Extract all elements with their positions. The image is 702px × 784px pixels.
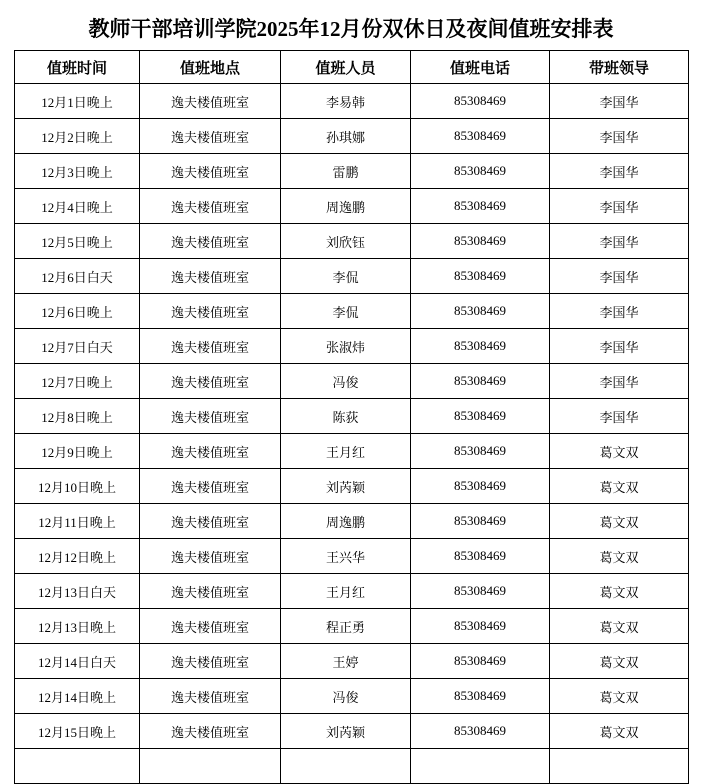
table-cell: 李侃 [281,259,411,294]
table-cell: 12月9日晚上 [15,434,140,469]
table-cell: 逸夫楼值班室 [140,644,281,679]
table-row [15,644,689,679]
table-cell: 葛文双 [550,679,689,714]
table-row [15,84,689,119]
table-cell: 刘芮颖 [281,469,411,504]
table-cell: 12月10日晚上 [15,469,140,504]
table-cell: 85308469 [411,364,550,399]
table-cell: 葛文双 [550,539,689,574]
table-cell: 85308469 [411,434,550,469]
table-cell [140,749,281,784]
table-cell: 逸夫楼值班室 [140,469,281,504]
table-row [15,399,689,434]
column-header-duty-location: 值班地点 [140,51,281,84]
table-row [15,154,689,189]
table-cell: 85308469 [411,154,550,189]
page-title: 教师干部培训学院2025年12月份双休日及夜间值班安排表 [88,17,614,41]
table-cell: 程正勇 [281,609,411,644]
table-cell: 逸夫楼值班室 [140,434,281,469]
table-cell: 逸夫楼值班室 [140,364,281,399]
table-cell: 葛文双 [550,434,689,469]
table-cell: 李国华 [550,189,689,224]
table-cell: 逸夫楼值班室 [140,119,281,154]
table-cell: 李国华 [550,294,689,329]
table-cell: 王月红 [281,434,411,469]
table-cell: 85308469 [411,259,550,294]
table-cell: 李国华 [550,329,689,364]
table-cell: 周逸鹏 [281,504,411,539]
table-cell: 李国华 [550,259,689,294]
table-cell: 85308469 [411,329,550,364]
table-cell: 李国华 [550,84,689,119]
table-cell: 12月2日晚上 [15,119,140,154]
table-cell: 12月12日晚上 [15,539,140,574]
table-cell: 85308469 [411,119,550,154]
table-cell: 85308469 [411,644,550,679]
table-row [15,539,689,574]
table-header [15,51,689,84]
table-cell: 12月11日晚上 [15,504,140,539]
table-cell: 12月6日白天 [15,259,140,294]
table-cell: 85308469 [411,84,550,119]
table-cell: 12月1日晚上 [15,84,140,119]
table-cell: 李国华 [550,224,689,259]
table-row [15,119,689,154]
column-header-duty-time: 值班时间 [15,51,140,84]
table-cell: 逸夫楼值班室 [140,189,281,224]
table-row [15,749,689,784]
table-cell: 85308469 [411,574,550,609]
table-cell: 逸夫楼值班室 [140,294,281,329]
table-cell: 王婷 [281,644,411,679]
table-cell: 12月7日白天 [15,329,140,364]
table-cell: 12月13日白天 [15,574,140,609]
table-cell: 12月4日晚上 [15,189,140,224]
table-cell: 85308469 [411,714,550,749]
table-cell: 葛文双 [550,609,689,644]
table-cell: 陈荻 [281,399,411,434]
table-cell: 葛文双 [550,644,689,679]
table-row [15,294,689,329]
table-cell: 12月13日晚上 [15,609,140,644]
table-cell [15,749,140,784]
table-cell: 85308469 [411,679,550,714]
table-cell: 85308469 [411,539,550,574]
table-cell: 王兴华 [281,539,411,574]
table-row [15,504,689,539]
table-header-row [15,51,689,84]
column-header-leader: 带班领导 [550,51,689,84]
table-cell [281,749,411,784]
table-cell: 刘欣钰 [281,224,411,259]
duty-schedule-table [14,50,689,784]
table-cell: 李国华 [550,119,689,154]
table-cell: 逸夫楼值班室 [140,539,281,574]
table-cell: 12月15日晚上 [15,714,140,749]
table-row [15,189,689,224]
table-row [15,364,689,399]
table-cell: 12月8日晚上 [15,399,140,434]
table-cell: 85308469 [411,609,550,644]
table-cell: 葛文双 [550,714,689,749]
table-cell: 逸夫楼值班室 [140,259,281,294]
table-cell: 逸夫楼值班室 [140,574,281,609]
table-row [15,469,689,504]
table-row [15,714,689,749]
table-cell: 85308469 [411,294,550,329]
table-row [15,259,689,294]
table-cell: 逸夫楼值班室 [140,714,281,749]
table-cell: 12月3日晚上 [15,154,140,189]
table-cell: 85308469 [411,399,550,434]
table-cell: 李国华 [550,399,689,434]
table-cell: 葛文双 [550,469,689,504]
table-cell: 葛文双 [550,574,689,609]
table-cell: 12月5日晚上 [15,224,140,259]
table-cell: 12月7日晚上 [15,364,140,399]
table-cell: 逸夫楼值班室 [140,154,281,189]
table-cell: 逸夫楼值班室 [140,504,281,539]
table-row [15,574,689,609]
table-cell [411,749,550,784]
table-cell [550,749,689,784]
table-row [15,434,689,469]
table-cell: 逸夫楼值班室 [140,224,281,259]
table-row [15,679,689,714]
table-cell: 冯俊 [281,364,411,399]
table-cell: 葛文双 [550,504,689,539]
table-row [15,609,689,644]
table-cell: 85308469 [411,469,550,504]
table-cell: 李国华 [550,154,689,189]
table-cell: 85308469 [411,504,550,539]
table-cell: 雷鹏 [281,154,411,189]
table-body [15,84,689,784]
table-cell: 冯俊 [281,679,411,714]
table-cell: 王月红 [281,574,411,609]
table-cell: 张淑炜 [281,329,411,364]
table-cell: 逸夫楼值班室 [140,399,281,434]
table-cell: 李侃 [281,294,411,329]
table-row [15,329,689,364]
table-cell: 逸夫楼值班室 [140,329,281,364]
table-cell: 逸夫楼值班室 [140,84,281,119]
table-row [15,224,689,259]
table-cell: 孙琪娜 [281,119,411,154]
table-cell: 12月14日白天 [15,644,140,679]
table-cell: 李易韩 [281,84,411,119]
table-cell: 周逸鹏 [281,189,411,224]
table-cell: 刘芮颖 [281,714,411,749]
table-cell: 12月6日晚上 [15,294,140,329]
column-header-duty-person: 值班人员 [281,51,411,84]
column-header-duty-phone: 值班电话 [411,51,550,84]
table-cell: 李国华 [550,364,689,399]
table-cell: 逸夫楼值班室 [140,609,281,644]
table-cell: 12月14日晚上 [15,679,140,714]
table-cell: 85308469 [411,189,550,224]
table-cell: 逸夫楼值班室 [140,679,281,714]
table-cell: 85308469 [411,224,550,259]
